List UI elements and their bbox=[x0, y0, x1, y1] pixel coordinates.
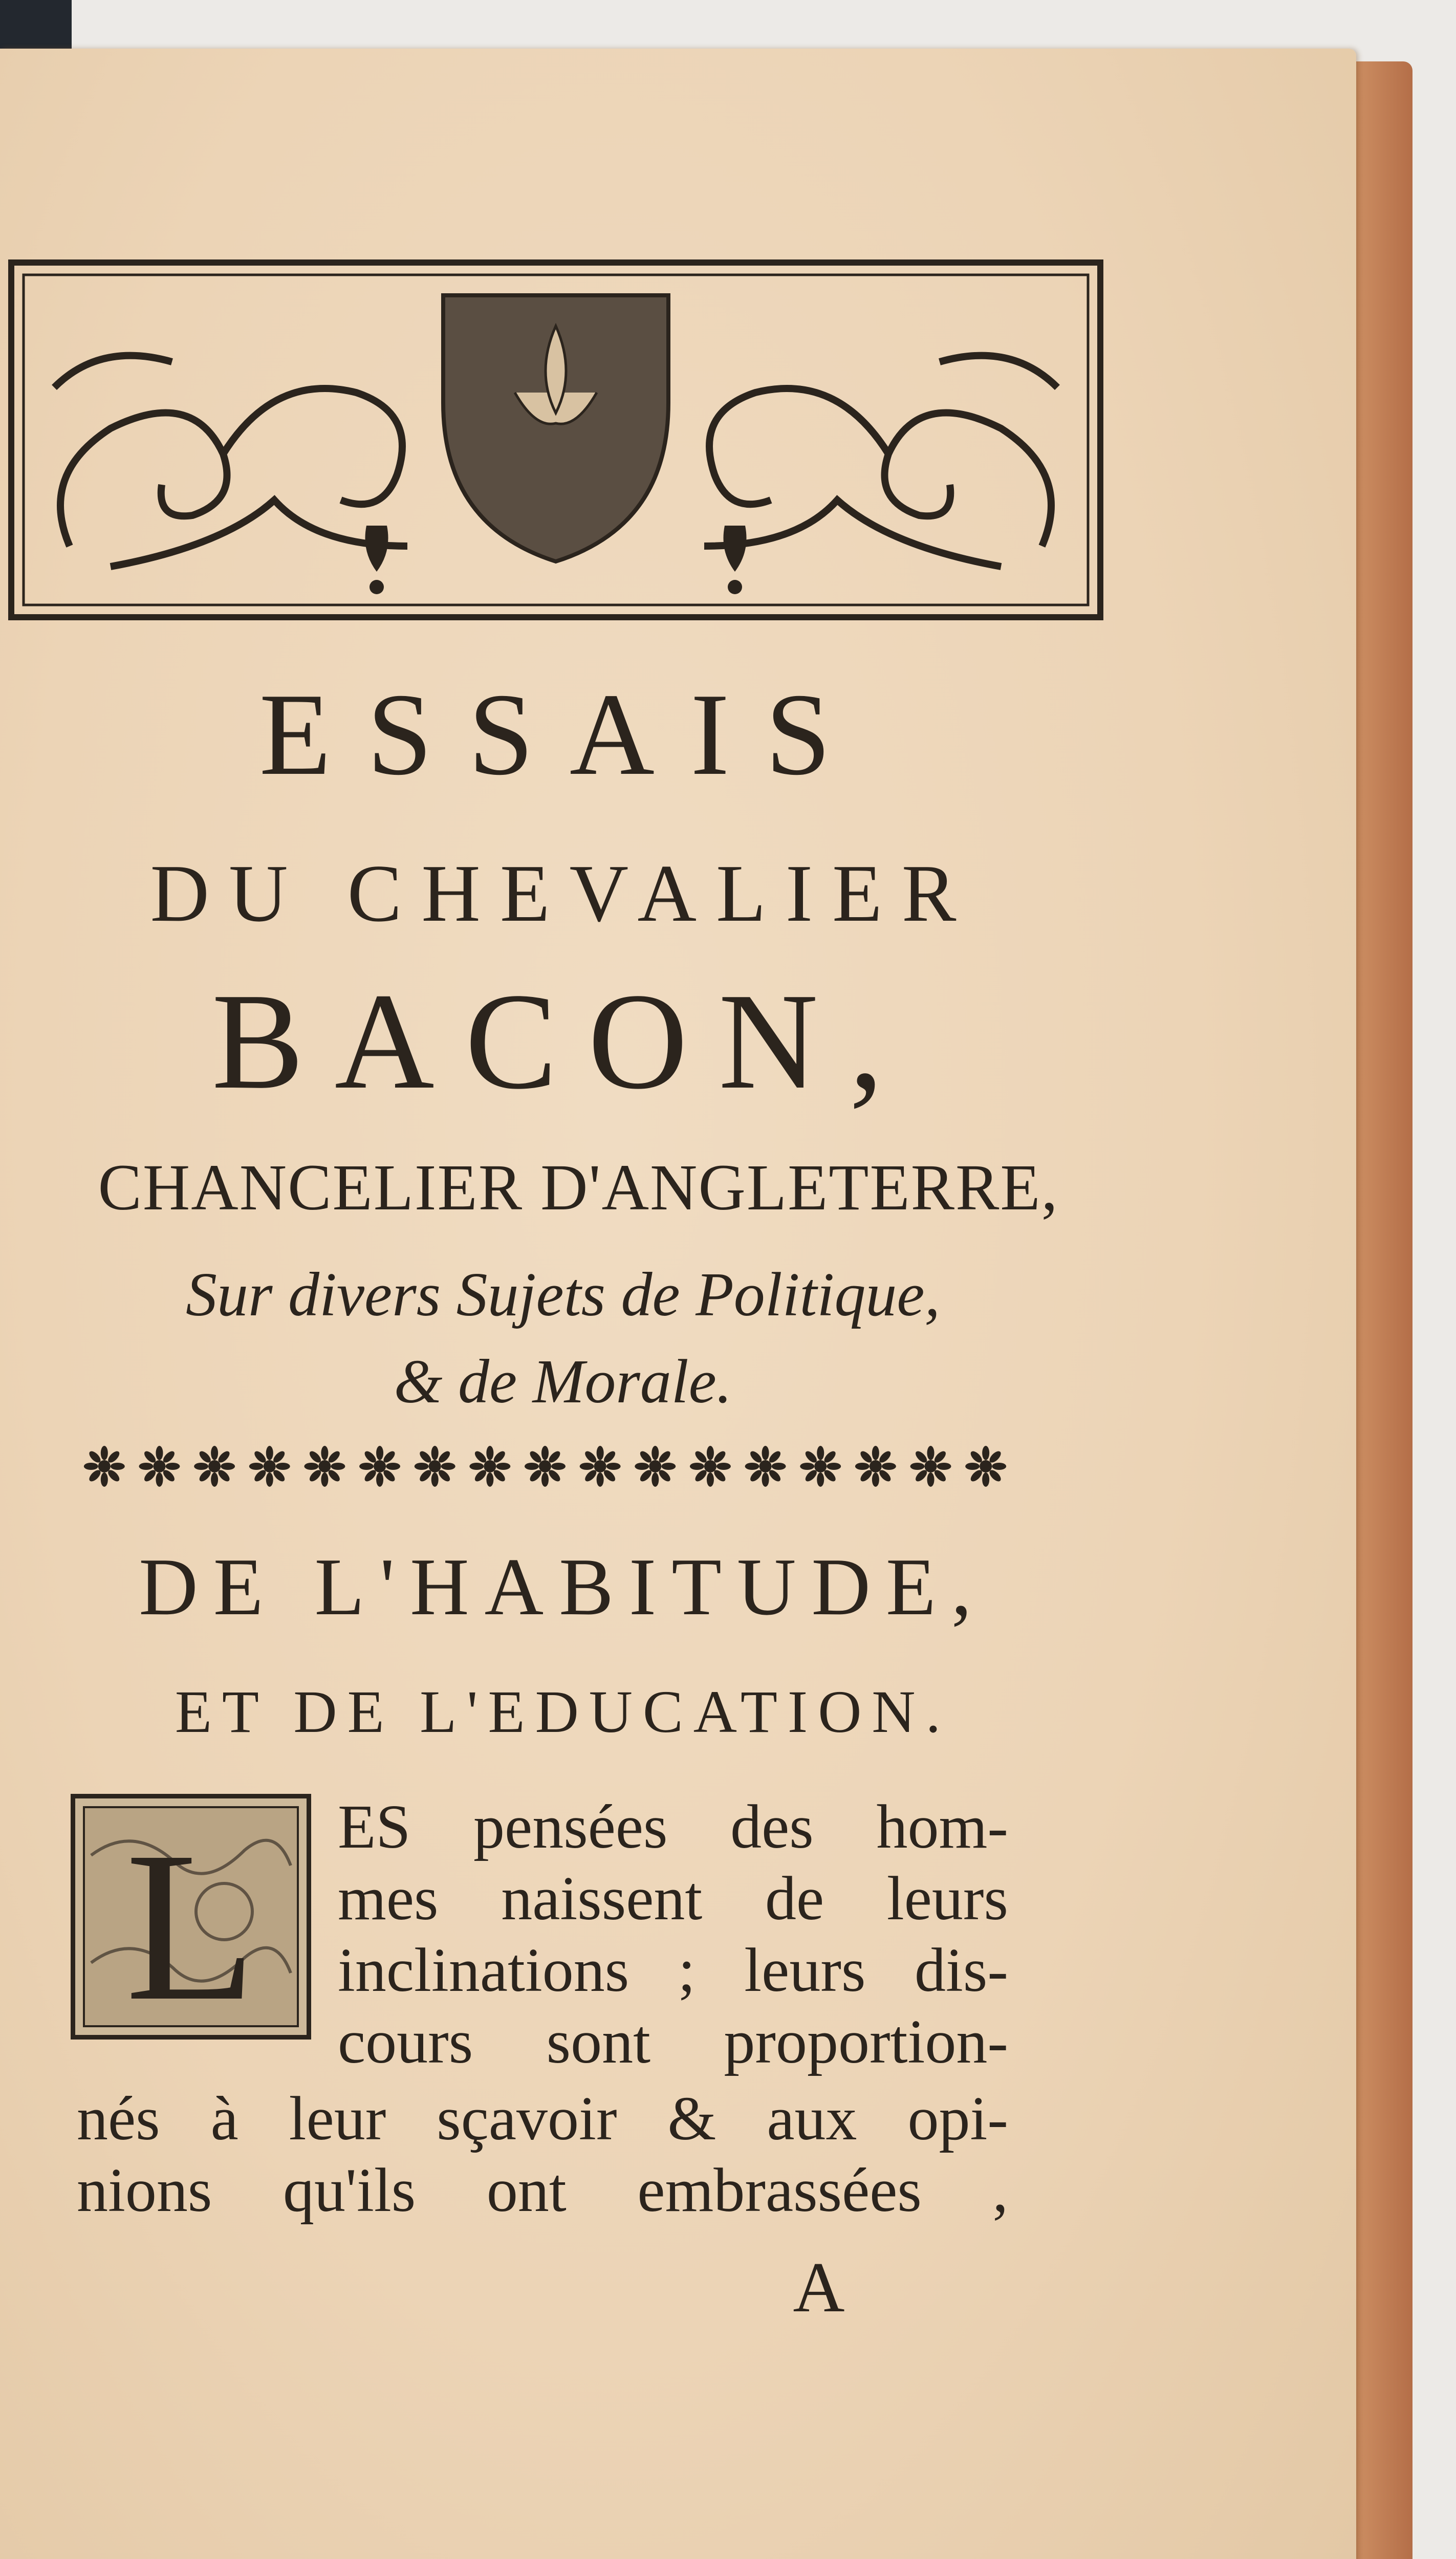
subtitle-politique: Sur divers Sujets de Politique, bbox=[186, 1260, 940, 1329]
subtitle-morale: & de Morale. bbox=[394, 1347, 732, 1416]
fleuron-ornament bbox=[139, 1446, 180, 1487]
fleuron-ornament bbox=[304, 1446, 345, 1487]
fleuron-ornament bbox=[910, 1446, 951, 1487]
dropcap-letter: L bbox=[125, 1807, 257, 2040]
fleuron-ornament bbox=[635, 1446, 676, 1487]
fleuron-ornament bbox=[84, 1446, 125, 1487]
decorated-initial bbox=[71, 1794, 311, 2040]
title-du-chevalier: DU CHEVALIER bbox=[150, 848, 976, 939]
fleuron-ornament bbox=[469, 1446, 510, 1487]
body-line: cours sont proportion- bbox=[338, 2007, 1008, 2076]
section-subtitle: ET DE L'EDUCATION. bbox=[175, 1678, 951, 1745]
book-page bbox=[0, 49, 1356, 2559]
headpiece-ornament bbox=[8, 259, 1103, 620]
title-chancelier: CHANCELIER D'ANGLETERRE, bbox=[98, 1151, 1059, 1224]
fleuron-divider bbox=[77, 1436, 1013, 1497]
fleuron-ornament bbox=[249, 1446, 290, 1487]
fleuron-ornament bbox=[580, 1446, 621, 1487]
fleuron-ornament bbox=[525, 1446, 566, 1487]
fleuron-ornament bbox=[800, 1446, 841, 1487]
fleuron-ornament bbox=[965, 1446, 1006, 1487]
fleuron-ornament bbox=[745, 1446, 786, 1487]
signature-mark: A bbox=[793, 2248, 845, 2327]
fleuron-ornament bbox=[194, 1446, 235, 1487]
fleuron-ornament bbox=[415, 1446, 455, 1487]
body-line: nions qu'ils ont embrassées , bbox=[77, 2156, 1008, 2225]
fleuron-ornament bbox=[690, 1446, 731, 1487]
body-line: ES pensées des hom- bbox=[338, 1792, 1008, 1861]
body-line: mes naissent de leurs bbox=[338, 1864, 1008, 1933]
fleuron-ornament bbox=[855, 1446, 896, 1487]
title-bacon: BACON, bbox=[211, 965, 915, 1118]
body-line: nés à leur sçavoir & aux opi- bbox=[77, 2084, 1008, 2153]
body-line: inclinations ; leurs dis- bbox=[338, 1936, 1008, 2005]
fleuron-ornament bbox=[359, 1446, 400, 1487]
title-essais: ESSAIS bbox=[259, 669, 867, 799]
section-title: DE L'HABITUDE, bbox=[139, 1541, 987, 1632]
